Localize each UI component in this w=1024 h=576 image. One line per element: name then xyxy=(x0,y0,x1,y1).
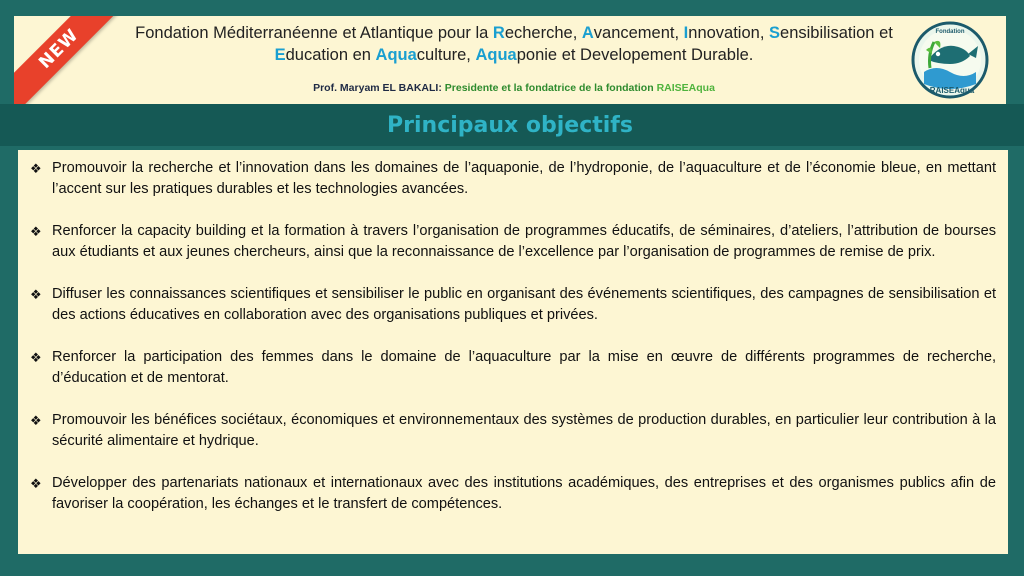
objective-item xyxy=(30,284,996,326)
objective-item xyxy=(30,347,996,389)
title-strip-left xyxy=(0,104,14,146)
title-highlight: I xyxy=(683,24,689,42)
title-segment: culture, xyxy=(416,46,476,64)
objective-text: Promouvoir la recherche et l’innovation dans les domaines de l’aquaponie, de l’hydroponie, de l’aquaculture et de l’économie bleue, en mettant l’accent sur les pratiques durables et les technologies avancées. xyxy=(52,160,996,197)
objectives-list xyxy=(30,158,996,515)
diamond-bullet-icon: ❖ xyxy=(30,224,42,239)
diamond-bullet-icon: ❖ xyxy=(30,161,42,176)
objectives-panel xyxy=(18,150,1008,554)
new-badge: NEW xyxy=(14,16,123,104)
section-title-bar xyxy=(14,104,1006,146)
objective-text: Renforcer la capacity building et la formation à travers l’organisation de programmes éducatifs, de séminaires, d’ateliers, l’attribution de bourses aux étudiants et aux jeunes chercheurs, ainsi que la reconnaissance de l’excellence par l’organisation de programmes de remise de prix. xyxy=(52,223,996,260)
diamond-bullet-icon: ❖ xyxy=(30,287,42,302)
objective-text: Promouvoir les bénéfices sociétaux, économiques et environnementaux des systèmes de production durables, en particulier leur contribution à la sécurité alimentaire et hydrique. xyxy=(52,412,996,449)
objective-item xyxy=(30,158,996,200)
objective-text: Développer des partenariats nationaux et internationaux avec des institutions académiques, des entreprises et des organismes publics afin de favoriser la coopération, les échanges et le transfert de compétences. xyxy=(52,475,996,512)
author-name: Prof. Maryam EL BAKALI: xyxy=(313,82,442,94)
author-role: Presidente et la fondatrice de la fondation xyxy=(441,82,657,94)
title-highlight: S xyxy=(769,24,781,42)
foundation-title xyxy=(134,22,894,66)
title-highlight: R xyxy=(492,24,505,42)
slide-header xyxy=(14,16,1006,104)
objective-text: Renforcer la participation des femmes dans le domaine de l’aquaculture par la mise en œuvre de différents programmes de recherche, d’éducation et de mentorat. xyxy=(52,349,996,386)
author-line xyxy=(134,82,894,94)
title-segment: nnovation, xyxy=(688,24,769,42)
diamond-bullet-icon: ❖ xyxy=(30,476,42,491)
title-highlight: Aqua xyxy=(475,46,517,64)
title-highlight: Aqua xyxy=(375,46,417,64)
section-title: Principaux objectifs xyxy=(387,112,633,138)
title-highlight: A xyxy=(581,24,594,42)
title-segment: echerche, xyxy=(504,24,582,42)
title-segment: ducation en xyxy=(285,46,376,64)
objective-text: Diffuser les connaissances scientifiques et sensibiliser le public en organisant des événements scientifiques, des campagnes de sensibilisation et des actions éducatives en collaboration avec des organisations publiques et privées. xyxy=(52,286,996,323)
title-strip-right xyxy=(1006,104,1024,146)
brand-name: RAISEAqua xyxy=(656,82,715,94)
objective-item xyxy=(30,221,996,263)
logo-bottom-text: RAISEAqua xyxy=(929,86,975,95)
logo-top-text: Fondation xyxy=(935,29,965,35)
fish-logo-icon xyxy=(910,20,990,100)
title-segment: ensibilisation et xyxy=(780,24,893,42)
title-segment: Fondation Méditerranéenne et Atlantique pour la xyxy=(135,24,493,42)
diamond-bullet-icon: ❖ xyxy=(30,413,42,428)
objective-item xyxy=(30,473,996,515)
title-segment: ponie et Developement Durable. xyxy=(516,46,754,64)
title-highlight: E xyxy=(274,46,286,64)
objective-item xyxy=(30,410,996,452)
diamond-bullet-icon: ❖ xyxy=(30,350,42,365)
title-segment: vancement, xyxy=(593,24,684,42)
